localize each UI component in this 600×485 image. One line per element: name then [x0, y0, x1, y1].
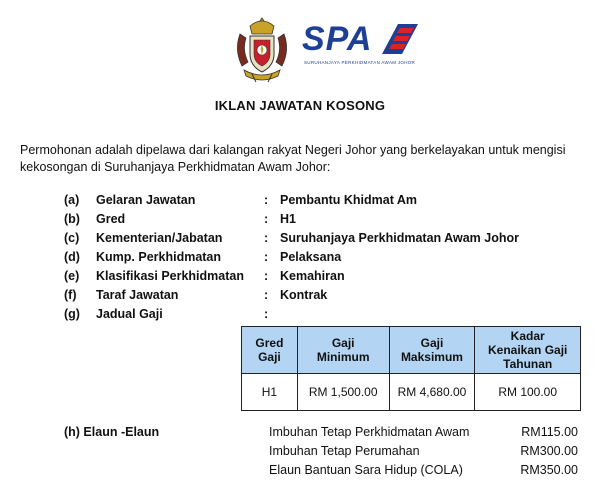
detail-value: Kontrak	[280, 288, 328, 302]
allowance-amount: RM115.00	[521, 425, 578, 439]
header-line: Maksimum	[400, 350, 463, 364]
detail-field: Gred	[96, 212, 126, 226]
detail-label: (e)	[64, 269, 80, 283]
detail-row-taraf	[0, 288, 600, 306]
page-title: IKLAN JAWATAN KOSONG	[214, 98, 386, 113]
cell-gaji-minimum: RM 1,500.00	[297, 374, 389, 411]
detail-field: Klasifikasi Perkhidmatan	[96, 269, 244, 283]
detail-field: Taraf Jawatan	[96, 288, 179, 302]
detail-field: Gelaran Jawatan	[96, 193, 196, 207]
header-gaji-maksimum	[389, 327, 475, 374]
salary-table	[241, 326, 581, 411]
allowance-name: Elaun Bantuan Sara Hidup (COLA)	[269, 463, 463, 477]
detail-label: (a)	[64, 193, 80, 207]
header-line: Gaji	[420, 336, 444, 350]
detail-value: Pelaksana	[280, 250, 342, 264]
header-line: Gaji	[258, 350, 281, 364]
cell-gred: H1	[242, 374, 298, 411]
detail-colon: :	[264, 288, 269, 302]
detail-row-gelaran	[0, 193, 600, 211]
allowance-amount: RM350.00	[520, 463, 578, 477]
detail-row-klasifikasi	[0, 269, 600, 287]
allowance-name: Imbuhan Tetap Perkhidmatan Awam	[269, 425, 470, 439]
detail-field: Kementerian/Jabatan	[96, 231, 223, 245]
detail-row-kementerian	[0, 231, 600, 249]
detail-label: (b)	[64, 212, 80, 226]
detail-label: (f)	[64, 288, 77, 302]
spa-logo	[302, 20, 420, 72]
detail-field: Jadual Gaji	[96, 307, 163, 321]
detail-colon: :	[264, 307, 269, 321]
detail-colon: :	[264, 212, 269, 226]
detail-row-gred	[0, 212, 600, 230]
salary-table-header-row	[242, 327, 581, 374]
detail-label: (d)	[64, 250, 80, 264]
cell-gaji-maksimum: RM 4,680.00	[389, 374, 475, 411]
header-gred-gaji	[242, 327, 298, 374]
detail-colon: :	[264, 231, 269, 245]
header-line: Kenaikan Gaji	[488, 343, 568, 357]
spa-stripes-icon	[376, 22, 420, 56]
detail-row-jadual-gaji	[0, 307, 600, 325]
header-line: Minimum	[316, 350, 370, 364]
header-kadar-kenaikan	[475, 327, 581, 374]
detail-field: Kump. Perkhidmatan	[96, 250, 222, 264]
detail-value: Kemahiran	[280, 269, 345, 283]
detail-label: (g)	[64, 307, 80, 321]
table-row	[242, 374, 581, 411]
header-line: Gaji	[331, 336, 355, 350]
spa-subtitle: SURUHANJAYA PERKHIDMATAN AWAM JOHOR	[304, 60, 416, 65]
header-gaji-minimum	[297, 327, 389, 374]
detail-colon: :	[264, 193, 269, 207]
header-line: Tahunan	[503, 357, 553, 371]
detail-label: (c)	[64, 231, 80, 245]
allowance-name: Imbuhan Tetap Perumahan	[269, 444, 420, 458]
detail-value: Suruhanjaya Perkhidmatan Awam Johor	[280, 231, 519, 245]
detail-colon: :	[264, 269, 269, 283]
detail-value: H1	[280, 212, 296, 226]
spa-logo-text: SPA	[302, 20, 373, 58]
cell-kadar-kenaikan: RM 100.00	[475, 374, 581, 411]
header-line: Gred	[255, 336, 284, 350]
detail-row-kumpulan	[0, 250, 600, 268]
intro-paragraph: Permohonan adalah dipelawa dari kalangan rakyat Negeri Johor yang berkelayakan untuk mengisi kekosongan di Suruhanjaya Perkhidmatan Awam Johor:	[20, 143, 566, 174]
header-line: Kadar	[510, 329, 545, 343]
detail-colon: :	[264, 250, 269, 264]
allowances-heading: (h) Elaun -Elaun	[64, 425, 160, 439]
allowance-amount: RM300.00	[520, 444, 578, 458]
johor-crest-logo	[232, 14, 292, 86]
detail-value: Pembantu Khidmat Am	[280, 193, 418, 207]
